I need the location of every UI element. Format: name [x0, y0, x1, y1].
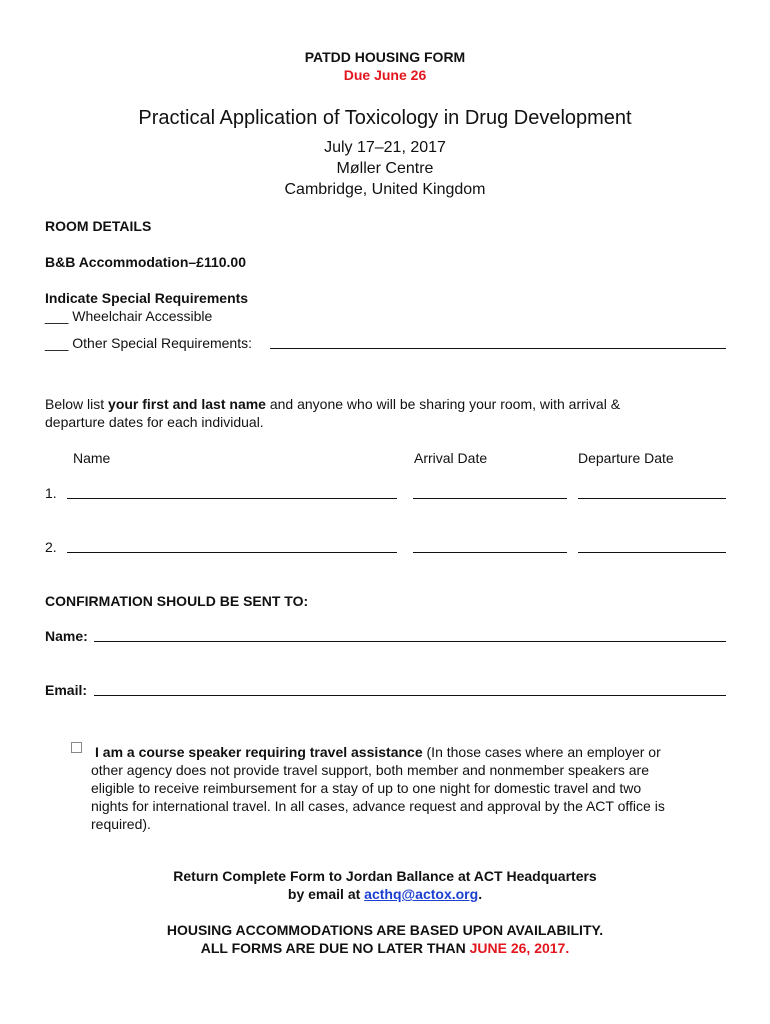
confirmation-heading: CONFIRMATION SHOULD BE SENT TO:: [45, 593, 309, 609]
row-1-arrival-field[interactable]: [413, 498, 567, 499]
special-requirements-heading: Indicate Special Requirements: [45, 290, 249, 306]
speaker-line-5: required).: [91, 816, 151, 832]
confirmation-email-field[interactable]: [94, 695, 726, 696]
availability-notice: HOUSING ACCOMMODATIONS ARE BASED UPON AVAILABILITY.: [166, 922, 604, 938]
speaker-line-2: other agency does not provide travel support, both member and nonmember speakers are: [91, 762, 649, 778]
speaker-line-3: eligible to receive reimbursement for a stay of up to one night for domestic travel and two: [91, 780, 642, 796]
return-email-line: by email at acthq@actox.org.: [287, 886, 483, 902]
confirmation-name-field[interactable]: [94, 641, 726, 642]
row-2-arrival-field[interactable]: [413, 552, 567, 553]
confirmation-email-label: Email:: [45, 682, 88, 698]
guests-intro-line2: departure dates for each individual.: [45, 414, 264, 430]
course-location: Cambridge, United Kingdom: [284, 181, 486, 198]
due-notice: ALL FORMS ARE DUE NO LATER THAN JUNE 26, 2017.: [200, 940, 570, 956]
other-requirements-field[interactable]: [270, 348, 726, 349]
col-departure-header: Departure Date: [578, 450, 674, 466]
course-dates: July 17–21, 2017: [324, 139, 446, 156]
row-1-departure-field[interactable]: [578, 498, 726, 499]
speaker-line-4: nights for international travel. In all cases, advance request and approval by the ACT office is: [91, 798, 665, 814]
confirmation-name-label: Name:: [45, 628, 88, 644]
course-venue: Møller Centre: [336, 160, 434, 177]
row-2-departure-field[interactable]: [578, 552, 726, 553]
wheelchair-option[interactable]: ___ Wheelchair Accessible: [45, 308, 213, 324]
speaker-line-1: I am a course speaker requiring travel assistance (In those cases where an employer or: [95, 744, 661, 760]
return-instructions: Return Complete Form to Jordan Ballance at ACT Headquarters: [173, 868, 597, 884]
accommodation-price: B&B Accommodation–£110.00: [45, 254, 246, 270]
course-title: Practical Application of Toxicology in Drug Development: [138, 107, 632, 129]
guests-intro: Below list your first and last name and anyone who will be sharing your room, with arrival &: [45, 396, 621, 412]
col-name-header: Name: [73, 450, 111, 466]
col-arrival-header: Arrival Date: [414, 450, 488, 466]
email-link[interactable]: acthq@actox.org: [364, 886, 479, 902]
due-date-header: Due June 26: [343, 67, 427, 83]
row-1-name-field[interactable]: [67, 498, 397, 499]
other-requirements-label: ___ Other Special Requirements:: [45, 335, 252, 351]
row-1-number: 1.: [45, 485, 57, 501]
row-2-number: 2.: [45, 539, 57, 555]
row-2-name-field[interactable]: [67, 552, 397, 553]
form-title: PATDD HOUSING FORM: [304, 49, 466, 65]
room-details-heading: ROOM DETAILS: [45, 218, 152, 234]
speaker-checkbox[interactable]: [71, 742, 82, 753]
